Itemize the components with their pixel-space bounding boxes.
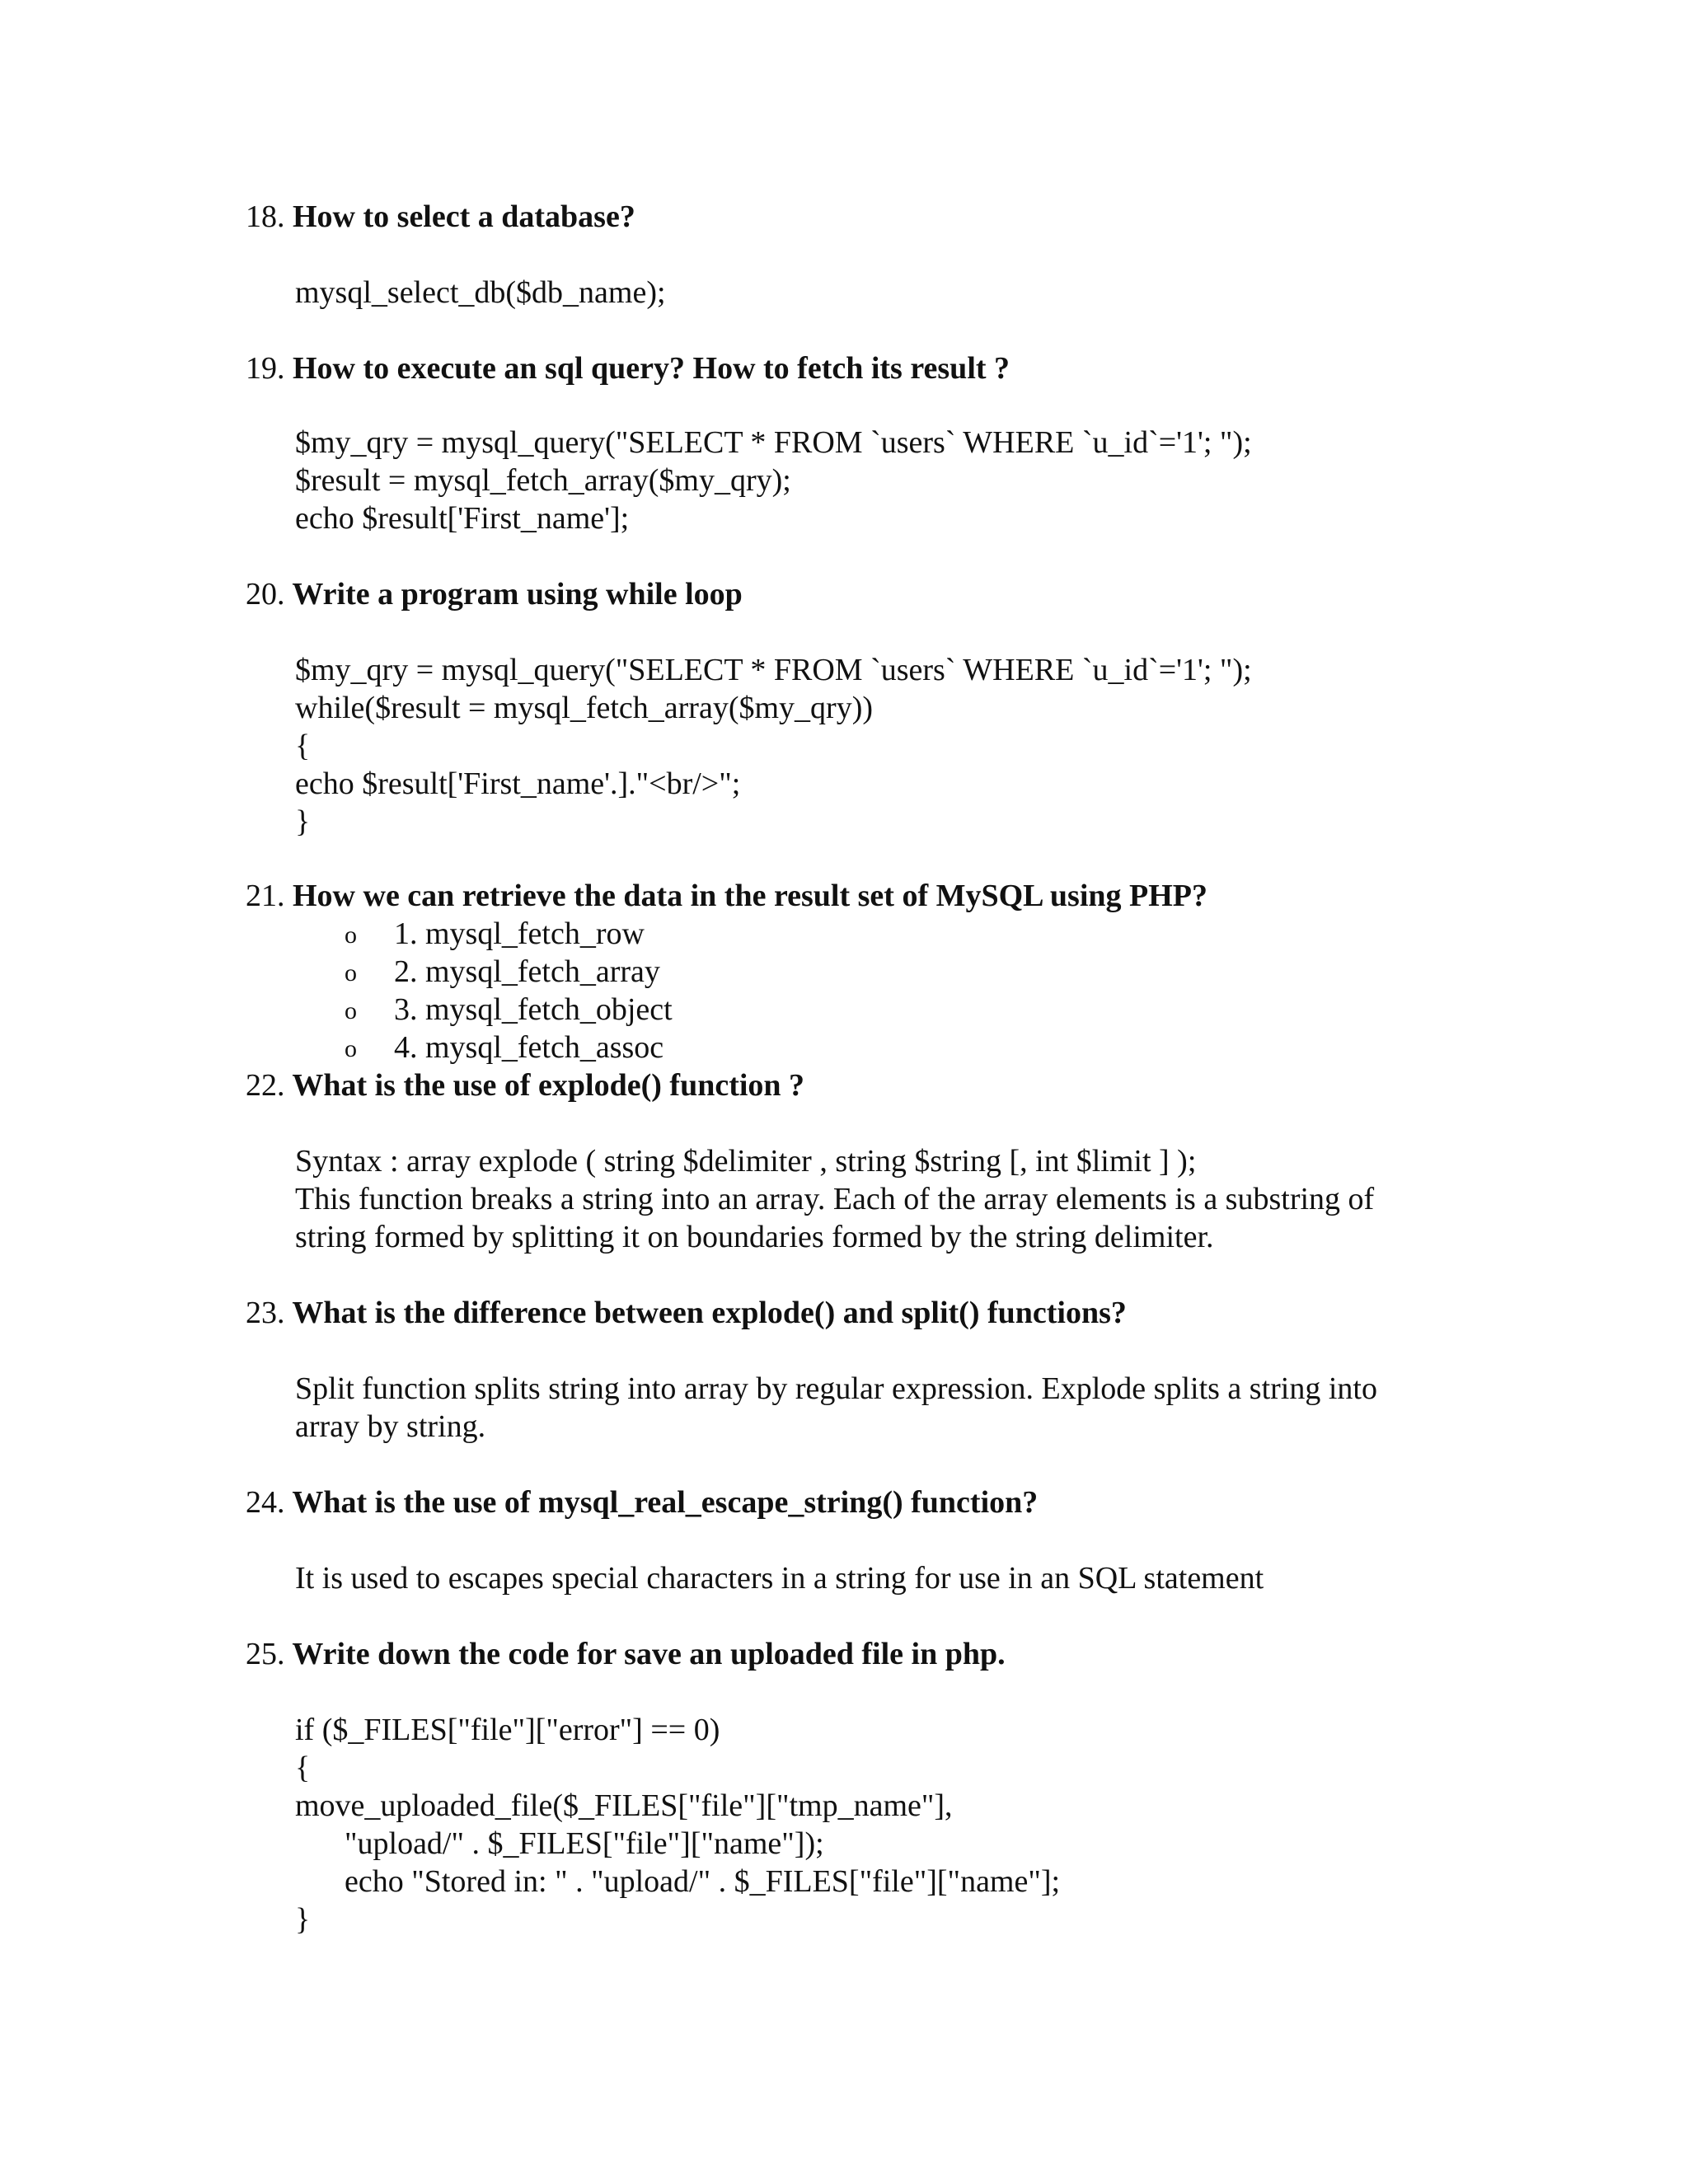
question-22-heading	[246, 1066, 804, 1104]
body-line: Syntax : array explode ( string $delimiter , string $string [, int $limit ] );	[295, 1144, 1197, 1179]
body-line: array by string.	[295, 1409, 486, 1444]
question-number: 23.	[246, 1296, 285, 1330]
question-number: 21.	[246, 879, 285, 913]
question-24-heading	[246, 1483, 1038, 1521]
list-bullet: o	[345, 921, 357, 949]
question-number: 24.	[246, 1485, 285, 1520]
question-20-heading	[246, 575, 743, 613]
list-bullet: o	[345, 1035, 357, 1062]
code-line: mysql_select_db($db_name);	[295, 275, 666, 310]
code-line: move_uploaded_file($_FILES["file"]["tmp_name"],	[295, 1788, 953, 1823]
list-item: 4. mysql_fetch_assoc	[394, 1030, 664, 1065]
question-19-heading	[246, 349, 1010, 387]
question-25-heading	[246, 1635, 1006, 1673]
question-number: 22.	[246, 1068, 285, 1103]
code-line: echo "Stored in: " . "upload/" . $_FILES["file"]["name"];	[345, 1864, 1061, 1899]
question-number: 19.	[246, 351, 285, 386]
code-line: while($result = mysql_fetch_array($my_qry))	[295, 691, 873, 725]
body-line: This function breaks a string into an array. Each of the array elements is a substring of	[295, 1182, 1375, 1216]
code-line: "upload/" . $_FILES["file"]["name"]);	[345, 1826, 824, 1861]
question-number: 18.	[246, 199, 285, 234]
question-number: 20.	[246, 577, 285, 612]
code-line: $my_qry = mysql_query("SELECT * FROM `users` WHERE `u_id`='1'; ");	[295, 653, 1252, 687]
code-line: echo $result['First_name'];	[295, 501, 630, 536]
question-title: How we can retrieve the data in the result set of MySQL using PHP?	[293, 879, 1207, 913]
code-line: echo $result['First_name'.]."<br/>";	[295, 766, 741, 801]
list-bullet: o	[345, 959, 357, 987]
question-title: Write down the code for save an uploaded file in php.	[292, 1637, 1006, 1671]
question-21-heading	[246, 877, 1207, 915]
code-line: $result = mysql_fetch_array($my_qry);	[295, 463, 791, 498]
question-title: How to execute an sql query? How to fetch its result ?	[293, 351, 1010, 386]
code-line: {	[295, 729, 311, 763]
question-18-heading	[246, 198, 635, 236]
code-line: }	[295, 1902, 311, 1937]
code-line: }	[295, 804, 311, 839]
code-line: if ($_FILES["file"]["error"] == 0)	[295, 1713, 720, 1747]
question-title: What is the difference between explode() and split() functions?	[292, 1296, 1127, 1330]
question-title: Write a program using while loop	[292, 577, 743, 612]
list-bullet: o	[345, 997, 357, 1024]
body-line: string formed by splitting it on boundaries formed by the string delimiter.	[295, 1220, 1214, 1254]
list-item: 3. mysql_fetch_object	[394, 992, 673, 1027]
question-23-heading	[246, 1294, 1127, 1332]
body-line: Split function splits string into array by regular expression. Explode splits a string into	[295, 1371, 1377, 1406]
list-item: 2. mysql_fetch_array	[394, 954, 660, 989]
code-line: $my_qry = mysql_query("SELECT * FROM `users` WHERE `u_id`='1'; ");	[295, 425, 1252, 460]
body-line: It is used to escapes special characters in a string for use in an SQL statement	[295, 1561, 1264, 1596]
question-title: What is the use of mysql_real_escape_string() function?	[292, 1485, 1039, 1520]
code-line: {	[295, 1750, 311, 1785]
question-title: What is the use of explode() function ?	[292, 1068, 805, 1103]
question-number: 25.	[246, 1637, 285, 1671]
question-title: How to select a database?	[293, 199, 635, 234]
list-item: 1. mysql_fetch_row	[394, 916, 645, 951]
